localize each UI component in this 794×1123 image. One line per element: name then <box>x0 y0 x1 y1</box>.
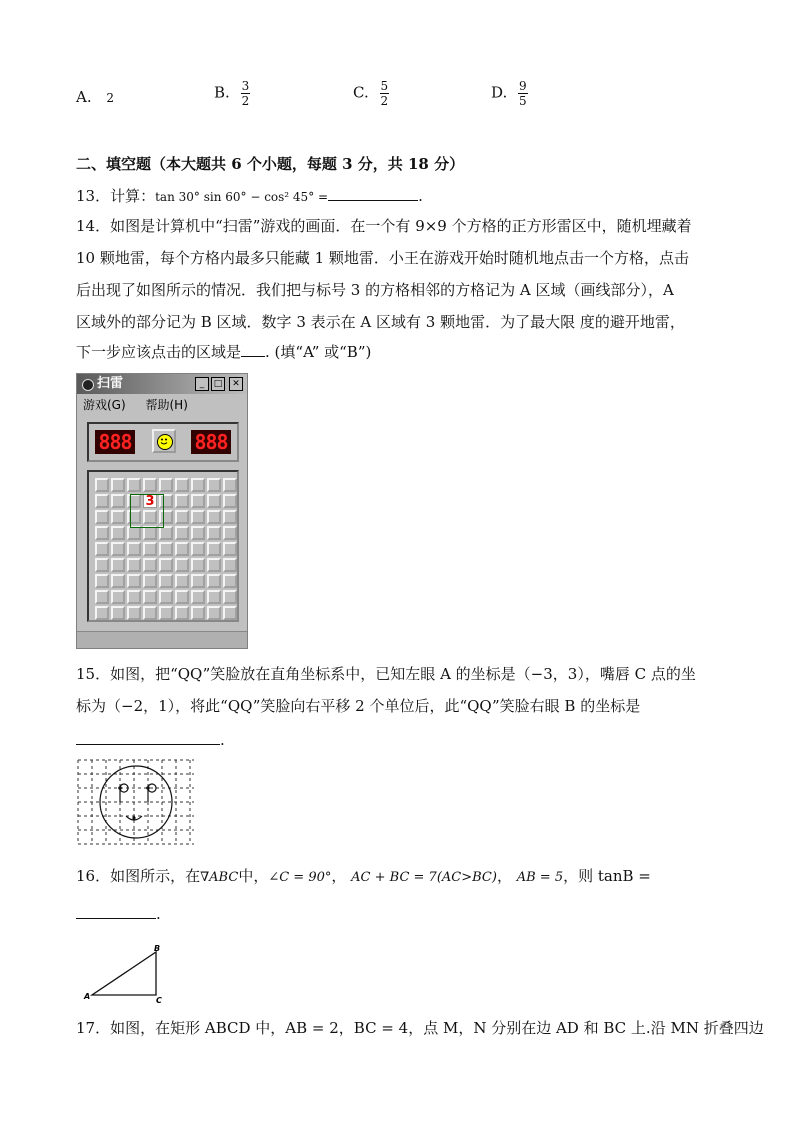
vertex-c-label: C <box>156 996 162 1004</box>
question-15-line-3: . <box>76 730 225 750</box>
vertex-a-label: A <box>84 992 91 1001</box>
mine-cell[interactable] <box>159 494 173 508</box>
mine-cell[interactable] <box>191 606 205 620</box>
minesweeper-menubar <box>83 396 204 413</box>
mine-cell[interactable] <box>111 510 125 524</box>
mine-cell[interactable] <box>159 478 173 492</box>
mine-cell[interactable] <box>127 542 141 556</box>
option-c-label: C. <box>353 83 369 102</box>
minesweeper-title: 扫雷 <box>97 376 124 391</box>
mine-cell[interactable] <box>223 478 237 492</box>
mine-cell[interactable] <box>111 526 125 540</box>
mine-cell[interactable] <box>127 574 141 588</box>
mine-cell[interactable] <box>191 542 205 556</box>
mine-cell[interactable] <box>191 494 205 508</box>
mine-cell[interactable] <box>127 606 141 620</box>
mine-cell[interactable] <box>111 558 125 572</box>
mine-cell[interactable] <box>143 510 157 524</box>
mine-cell[interactable] <box>143 590 157 604</box>
mine-cell[interactable] <box>207 590 221 604</box>
option-a <box>76 88 114 106</box>
mine-cell[interactable] <box>111 606 125 620</box>
mine-cell[interactable] <box>127 590 141 604</box>
mine-cell[interactable] <box>127 494 141 508</box>
mine-cell[interactable] <box>207 542 221 556</box>
mine-cell[interactable] <box>127 510 141 524</box>
mine-cell[interactable] <box>207 574 221 588</box>
mine-cell[interactable] <box>111 478 125 492</box>
vertex-b-label: B <box>154 944 161 953</box>
minesweeper-statusbar <box>77 631 247 648</box>
question-14-line-4: 区域外的部分记为 B 区域．数字 3 表示在 A 区域有 3 颗地雷．为了最大限 度的避开地雷， <box>76 313 685 331</box>
question-14-line-2: 10 颗地雷，每个方格内最多只能藏 1 颗地雷．小王在游戏开始时随机地点击一个方格，点击 <box>76 249 689 267</box>
mine-cell[interactable] <box>223 558 237 572</box>
option-d-fraction: $\frac{9}{5}$ <box>519 79 527 108</box>
mine-cell[interactable] <box>175 606 189 620</box>
mine-cell[interactable] <box>111 542 125 556</box>
mine-cell[interactable] <box>223 542 237 556</box>
minesweeper-titlebar <box>77 374 247 394</box>
mine-cell[interactable] <box>191 558 205 572</box>
triangle-figure <box>80 942 170 1004</box>
mine-cell[interactable] <box>95 510 109 524</box>
option-d-label: D. <box>491 83 508 102</box>
mine-cell[interactable] <box>95 478 109 492</box>
question-13: 13．计算：tan 30° sin 60° − cos² 45° = . <box>76 187 423 205</box>
mine-cell[interactable] <box>159 542 173 556</box>
mine-cell[interactable] <box>175 526 189 540</box>
minefield-grid <box>87 470 239 622</box>
mine-cell[interactable] <box>223 606 237 620</box>
option-d <box>491 80 528 107</box>
mine-cell[interactable] <box>175 494 189 508</box>
question-14-line-3: 后出现了如图所示的情况．我们把与标号 3 的方格相邻的方格记为 A 区域（画线部分），A <box>76 281 674 299</box>
mine-cell[interactable] <box>95 558 109 572</box>
mine-cell[interactable] <box>191 478 205 492</box>
mine-cell[interactable] <box>175 542 189 556</box>
mine-cell[interactable] <box>191 590 205 604</box>
mine-cell[interactable] <box>159 510 173 524</box>
mine-cell[interactable] <box>159 526 173 540</box>
mine-cell[interactable] <box>143 526 157 540</box>
minesweeper-window <box>76 373 248 649</box>
mine-cell[interactable] <box>175 558 189 572</box>
question-14-line-1: 14．如图是计算机中“扫雷”游戏的画面．在一个有 9×9 个方格的正方形雷区中，随机埋藏着 <box>76 217 692 235</box>
mine-cell[interactable] <box>111 574 125 588</box>
mine-cell[interactable] <box>159 606 173 620</box>
grid-lines <box>78 760 194 844</box>
mine-cell[interactable] <box>111 590 125 604</box>
question-17: 17．如图，在矩形 ABCD 中，AB = 2，BC = 4，点 M，N 分别在边 AD 和 BC 上.沿 MN 折叠四边 <box>76 1019 764 1037</box>
mine-cell[interactable] <box>111 494 125 508</box>
mine-cell[interactable] <box>127 478 141 492</box>
mine-cell[interactable] <box>143 478 157 492</box>
question-16-blank-line: . <box>76 904 161 924</box>
mine-cell[interactable] <box>159 590 173 604</box>
mine-cell[interactable] <box>95 494 109 508</box>
question-15-line-2: 标为（−2，1），将此“QQ”笑脸向右平移 2 个单位后，此“QQ”笑脸右眼 B 的坐标是 <box>76 697 641 715</box>
mine-cell[interactable] <box>207 478 221 492</box>
mine-cell[interactable] <box>207 526 221 540</box>
revealed-cell-three[interactable]: 3 <box>143 494 157 508</box>
mine-cell[interactable] <box>95 590 109 604</box>
mine-cell[interactable] <box>143 558 157 572</box>
mine-cell[interactable] <box>175 590 189 604</box>
mine-counter: 888 <box>95 430 135 454</box>
mine-cell[interactable] <box>95 606 109 620</box>
triangle-abc <box>92 952 156 995</box>
question-14-line-5: 下一步应该点击的区域是 . (填“A” 或“B”) <box>76 343 372 361</box>
mine-cell[interactable] <box>223 526 237 540</box>
mine-cell[interactable] <box>191 574 205 588</box>
mine-cell[interactable] <box>127 526 141 540</box>
qq-face-figure <box>76 758 196 848</box>
option-a-label: A. <box>76 88 92 106</box>
section-title: 二、填空题（本大题共 6 个小题，每题 3 分，共 18 分） <box>76 155 465 173</box>
mine-cell[interactable] <box>191 526 205 540</box>
smiley-face-icon <box>157 434 173 450</box>
menu-help[interactable]: 帮助(H) <box>145 398 188 412</box>
maximize-icon[interactable]: □ <box>211 377 225 391</box>
mine-cell[interactable] <box>127 558 141 572</box>
option-b <box>214 80 250 107</box>
mine-cell[interactable] <box>159 558 173 572</box>
answer-blank-13 <box>328 200 418 201</box>
option-b-label: B. <box>214 83 230 102</box>
close-icon[interactable]: ✕ <box>229 377 243 391</box>
option-c <box>353 80 389 107</box>
minimize-icon[interactable]: _ <box>195 377 209 391</box>
mine-cell[interactable] <box>95 526 109 540</box>
option-a-value: 2 <box>106 91 115 105</box>
mine-icon <box>82 379 94 391</box>
mine-cell[interactable] <box>223 494 237 508</box>
minesweeper-status-panel <box>87 422 239 462</box>
mine-cell[interactable] <box>191 510 205 524</box>
mine-cell[interactable] <box>143 574 157 588</box>
smiley-button[interactable] <box>152 429 176 453</box>
mine-cell[interactable] <box>95 542 109 556</box>
mine-cell[interactable] <box>159 574 173 588</box>
mine-cell[interactable] <box>143 606 157 620</box>
mine-cell[interactable] <box>223 590 237 604</box>
mine-cell[interactable] <box>207 494 221 508</box>
mine-cell[interactable] <box>143 542 157 556</box>
timer-counter: 888 <box>191 430 231 454</box>
option-b-fraction: $\frac{3}{2}$ <box>241 79 250 108</box>
mine-cell[interactable] <box>207 606 221 620</box>
menu-game[interactable]: 游戏(G) <box>83 398 126 412</box>
mine-cell[interactable] <box>175 478 189 492</box>
mine-cell[interactable] <box>207 558 221 572</box>
mine-cell[interactable] <box>175 574 189 588</box>
question-16: 16．如图所示，在∇ABC中，∠C = 90°， AC + BC = 7(AC>BC)， AB = 5，则 tanB = <box>76 867 651 885</box>
mine-cell[interactable] <box>175 510 189 524</box>
mine-cell[interactable] <box>95 574 109 588</box>
mine-cell[interactable] <box>207 510 221 524</box>
question-15-line-1: 15．如图，把“QQ”笑脸放在直角坐标系中，已知左眼 A 的坐标是（−3，3），嘴唇 C 点的坐 <box>76 665 696 683</box>
option-c-fraction: $\frac{5}{2}$ <box>380 79 389 108</box>
answer-blank-14 <box>241 356 265 357</box>
mine-cell[interactable] <box>223 510 237 524</box>
mine-cell[interactable] <box>223 574 237 588</box>
answer-blank-15 <box>76 744 220 745</box>
answer-blank-16 <box>76 918 156 919</box>
